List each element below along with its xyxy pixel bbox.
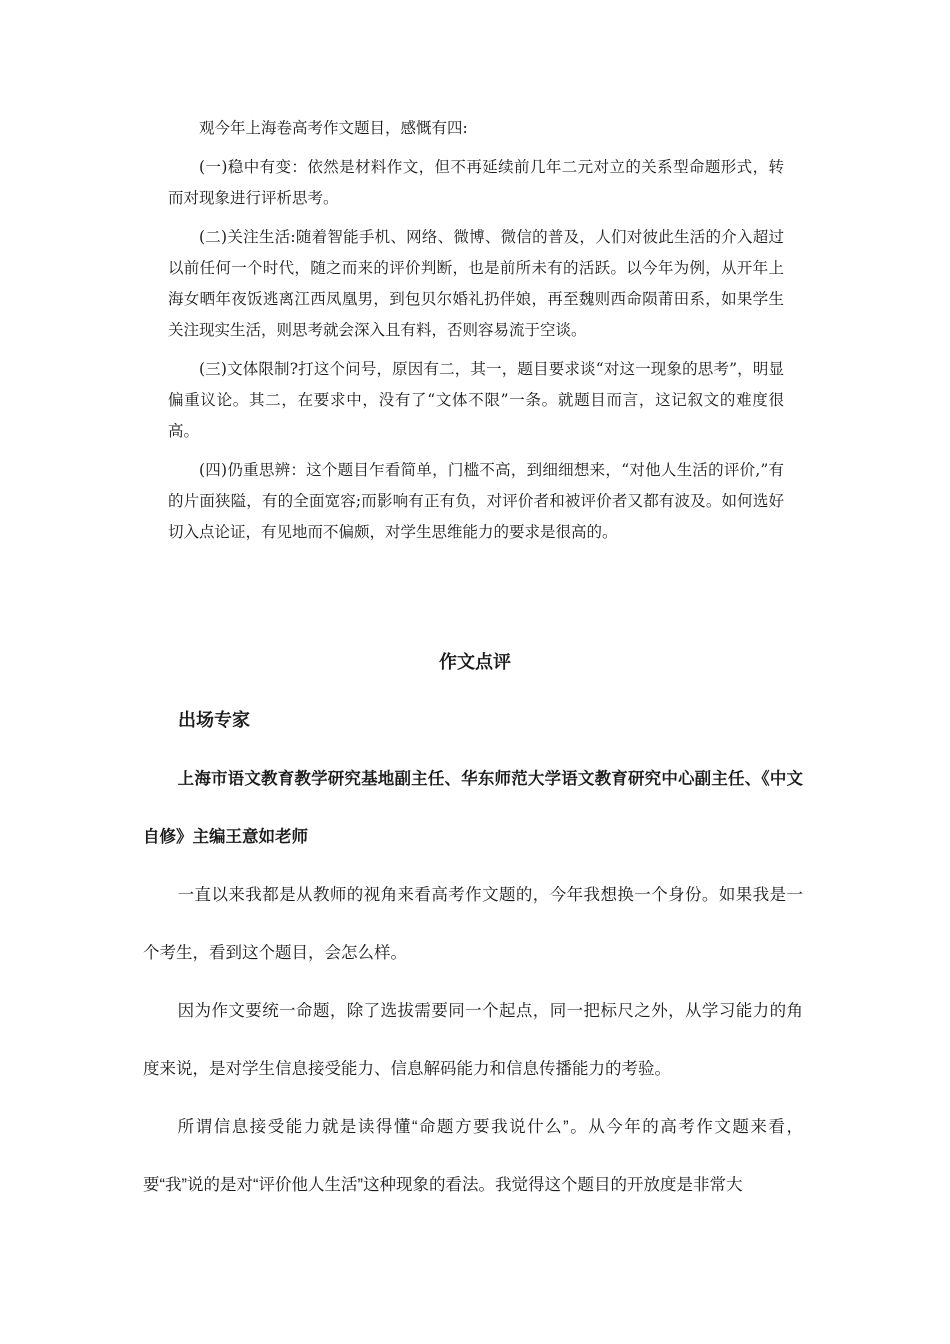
section-title: 作文点评	[439, 652, 511, 672]
intro-paragraph: (二)关注生活:随着智能手机、网络、微博、微信的普及，人们对彼此生活的介入超过以前任何一个时代，随之而来的评价判断，也是前所未有的活跃。以今年为例，从开年上海女晒年夜饭逃离江西凤凰男，到包贝尔婚礼扔伴娘，再至魏则西命陨莆田系，如果学生关注现实生活，则思考就会深入且有料，否则容易流于空谈。	[168, 228, 784, 339]
intro-paragraph: (一)稳中有变：依然是材料作文，但不再延续前几年二元对立的关系型命题形式，转而对现象进行评析思考。	[168, 158, 784, 207]
expert-info	[143, 750, 803, 866]
review-paragraph: 一直以来我都是从教师的视角来看高考作文题的，今年我想换一个身份。如果我是一个考生，看到这个题目，会怎么样。	[143, 886, 803, 962]
intro-section	[168, 113, 784, 556]
review-body	[143, 866, 803, 1214]
review-paragraph: 所谓信息接受能力就是读得懂“命题方要我说什么”。从今年的高考作文题来看，要“我”说的是对“评价他人生活”这种现象的看法。我觉得这个题目的开放度是非常大	[143, 1118, 803, 1194]
intro-paragraph: (四)仍重思辨：这个题目乍看简单，门槛不高，到细细想来，“对他人生活的评价,”有的片面狭隘，有的全面宽容;而影响有正有负，对评价者和被评价者又都有波及。如何选好切入点论证，有见地而不偏颇，对学生思维能力的要求是很高的。	[168, 461, 784, 541]
expert-heading: 出场专家	[178, 710, 250, 730]
intro-paragraph: (三)文体限制?打这个问号，原因有二，其一，题目要求谈“对这一现象的思考”，明显偏重议论。其二，在要求中，没有了“文体不限”一条。就题目而言，这记叙文的难度很高。	[168, 360, 784, 440]
intro-paragraph: 观今年上海卷高考作文题目，感慨有四:	[199, 119, 468, 137]
review-paragraph: 因为作文要统一命题，除了选拔需要同一个起点，同一把标尺之外，从学习能力的角度来说，是对学生信息接受能力、信息解码能力和信息传播能力的考验。	[143, 1002, 803, 1078]
expert-description: 上海市语文教育教学研究基地副主任、华东师范大学语文教育研究中心副主任、《中文自修》主编王意如老师	[143, 770, 803, 846]
